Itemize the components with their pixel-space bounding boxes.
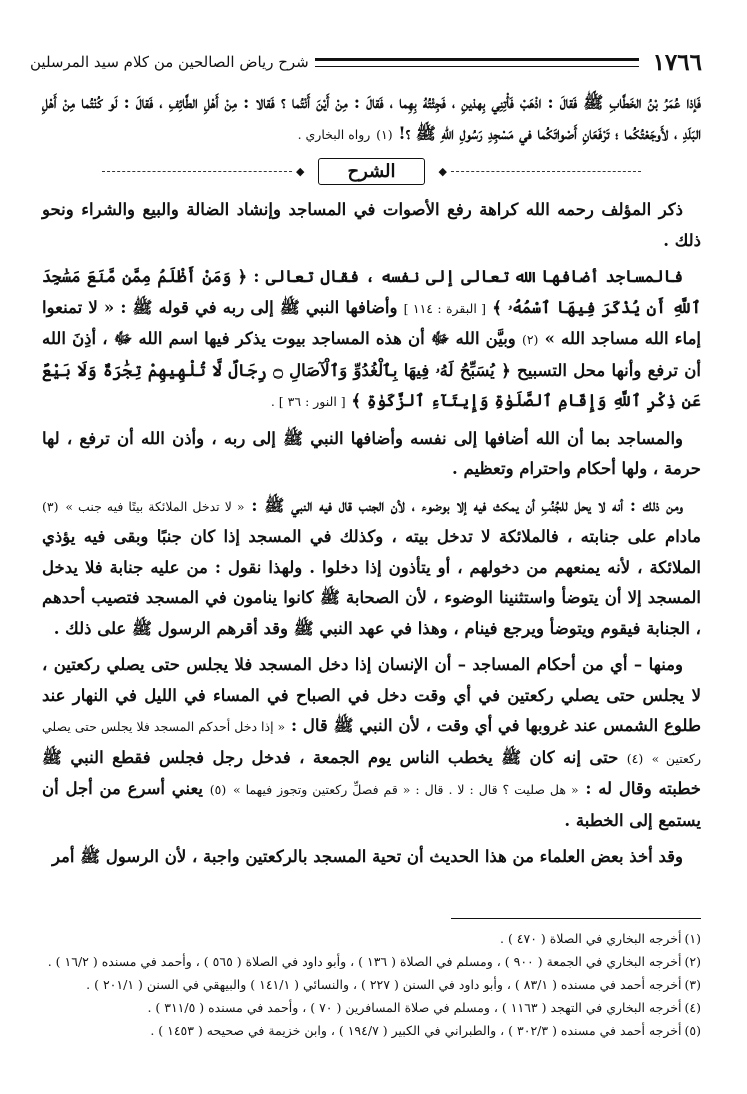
hadith-quote-2: « لا تدخل الملائكة بيتًا فيه جنب »: [65, 498, 245, 514]
paragraph-4: [42, 491, 701, 645]
running-title: شرح رياض الصالحين من كلام سيد المرسلين: [30, 53, 309, 71]
footnote-item: [42, 996, 701, 1019]
footnote-text: أخرجه البخاري في التهجد ( ١١٦٣ ) ، ومسلم في صلاة المسافرين ( ٧٠ ) ، وأحمد في مسنده ( ٣١١/٥ ) .: [147, 1000, 682, 1015]
paragraph-2-part-c: وبيَّن الله ﷻ أن هذه المساجد بيوت يذكر فيها اسم الله ﷻ ، أذِنَ الله أن ترفع وأنها محل التسبيح ﴿ يُسَبِّحُ لَهُۥ فِيهَا بِٱلْغُدُوِّ وَٱلْآصَالِ ۝ رِجَالٌ لَّا تُلْهِيهِمْ تِجَٰرَةٌ وَلَا بَيْعٌ عَن ذِكْرِ ٱللَّهِ وَإِقَامِ ٱلصَّلَوٰةِ وَإِيتَآءِ ٱلزَّكَوٰةِ ﴾: [42, 329, 701, 410]
hadith-source: رواه البخاري .: [297, 126, 371, 142]
paragraph-2-part-b: وأضافها النبي ﷺ إلى ربه في قوله ﷺ :: [120, 297, 398, 317]
paragraph-5-part-a: ومنها – أي من أحكام المساجد – أن الإنسان إذا دخل المسجد فلا يجلس حتى يصلي ركعتين ، لا يجلس حتى يصلي ركعتين في أي وقت دخل في الصباح في المساء في الليل في النهار عند طلوع الشمس عند غروبها في أي وقت ، لأن النبي ﷺ قال :: [42, 655, 701, 735]
footnote-text: أخرجه البخاري في الجمعة ( ٩٠٠ ) ، ومسلم في الصلاة ( ١٣٦ ) ، وأبو داود في الصلاة ( ٥٦٥ ) ، وأحمد في مسنده ( ١٦/٢ ) .: [47, 954, 682, 969]
hadith-quote-4: « هل صليت ؟ قال : لا . قال : « قم فصلِّ ركعتين وتجوز فيهما »: [233, 782, 579, 797]
ornament-icon: ◆: [295, 165, 305, 178]
hadith-body: فَإذا عُمَرُ بْنُ الخَطَّابِ ﷺ فَقالَ : اذْهَبْ فَأْتِنِي بِهذينِ ، فَجِئْتُهُ بِهِما ، فَقالَ : مِنْ أَيْنَ أَنْتُما ؟ فَقالا : مِنْ أَهْلِ الطَّائِفِ ، فَقالَ : لَو كُنْتُما مِنْ أَهْلِ البَلَدِ ، لأَوجَعْتُكُما ؛ تَرْفَعَانِ أَصْواتَكُما في مَسْجِدِ رَسُولِ اللهِ ﷺ ؟!: [42, 93, 701, 143]
paragraph-2: [42, 262, 701, 418]
section-divider: [42, 158, 701, 185]
footnote-number: (٢): [684, 954, 701, 969]
footnote-text: أخرجه أحمد في مسنده ( ٨٣/١ ) ، وأبو داود في السنن ( ٢٢٧ ) ، والنسائي ( ١٤١/١ ) والبيهقي في السنن ( ٢٠١/١ ) .: [86, 977, 682, 992]
footnote-number: (٥): [684, 1023, 701, 1038]
divider-line-right: [451, 171, 641, 172]
page-number: ١٧٦٦: [652, 48, 702, 76]
footnote-item: [42, 950, 701, 973]
paragraph-4-part-b: مادام على جنابته ، فالملائكة لا تدخل بيته ، وكذلك في المسجد إذا كان جنبًا وبقى فيه يؤذي الملائكة ، لأنه يمنعهم من دخولهم ، أو يتأذون إذا دخلوا . ولهذا نقول : من عليه جنابة فلا يدخل المسجد إلا أن يتوضأ واستثنينا الوضوء ، لأن الصحابة ﷺ كانوا ينامون في المسجد فتصيب أحدهم ، الجنابة فيقوم ويتوضأ ويرجع فينام ، وهذا في عهد النبي ﷺ وقد أقرهم الرسول ﷺ على ذلك .: [42, 527, 701, 638]
page-header: [30, 46, 702, 78]
footnote-marker-4: (٤): [626, 750, 644, 766]
footnote-number: (١): [684, 931, 701, 946]
paragraph-4-part-a: ومن ذلك : أنه لا يحل للجُنُبِ أن يمكث فيه إلا بوضوء ، لأن الجنب قال فيه النبي ﷺ :: [251, 495, 684, 515]
divider-line-left: [102, 171, 292, 172]
footnote-number: (٣): [684, 977, 701, 992]
paragraph-3: والمساجد بما أن الله أضافها إلى نفسه وأضافها النبي ﷺ إلى ربه ، وأذن الله أن ترفع ، لها حرمة ، ولها أحكام واحترام وتعظيم .: [42, 428, 701, 478]
footnote-marker-1: (١): [376, 126, 393, 142]
footnotes: [42, 918, 701, 1042]
hadith-quote-3: « إذا دخل أحدكم المسجد فلا يجلس حتى يصلي ركعتين »: [42, 719, 701, 766]
footnote-item: [42, 973, 701, 996]
quran-reference-1: [ البقرة : ١١٤ ]: [403, 300, 487, 316]
hadith-text: [42, 88, 701, 150]
ornament-icon: ◆: [438, 165, 448, 178]
paragraph-5-part-b: حتى إنه كان ﷺ يخطب الناس يوم الجمعة ، فدخل رجل فجلس فقطع النبي ﷺ خطبته وقال له :: [42, 747, 701, 798]
hadith-quote-1: « لا تمنعوا إماء الله مساجد الله »: [42, 297, 701, 348]
footnote-item: [42, 1019, 701, 1042]
page-body: [42, 88, 701, 879]
paragraph-5-part-c: يعني أسرع من أجل أن يستمع إلى الخطبة .: [42, 779, 701, 830]
paragraph-5: [42, 650, 701, 836]
paragraph-1: ذكر المؤلف رحمه الله كراهة رفع الأصوات في المساجد وإنشاد الضالة والبيع والشراء ونحو ذلك .: [42, 200, 701, 250]
paragraph-6: وقد أخذ بعض العلماء من هذا الحديث أن تحية المسجد بالركعتين واجبة ، لأن الرسول ﷺ أمر: [51, 847, 683, 866]
paragraph-2-part-a: فالمساجد أضافها الله تعالى إلى نفسه ، فقال تعالى : ﴿ وَمَنْ أَظْلَمُ مِمَّن مَّنَعَ مَسَٰجِدَ ٱللَّهِ أَن يُذْكَرَ فِيهَا ٱسْمُهُۥ ﴾: [42, 267, 702, 317]
footnote-item: [42, 927, 701, 950]
footnote-marker-3: (٣): [42, 498, 59, 514]
footnote-text: أخرجه البخاري في الصلاة ( ٤٧٠ ) .: [500, 931, 682, 946]
footnote-rule: [451, 918, 701, 919]
header-rule: [315, 58, 639, 67]
footnote-marker-5: (٥): [209, 782, 227, 797]
footnote-marker-2: (٢): [521, 332, 539, 347]
section-title: الشرح: [318, 158, 424, 185]
footnote-number: (٤): [684, 1000, 701, 1015]
quran-reference-2: [ النور : ٣٦ ] .: [270, 394, 346, 409]
footnote-text: أخرجه أحمد في مسنده ( ٣٠٢/٣ ) ، والطبراني في الكبير ( ١٩٤/٧ ) ، وابن خزيمة في صحيحه ( ١٤٥٣ ) .: [150, 1023, 682, 1038]
